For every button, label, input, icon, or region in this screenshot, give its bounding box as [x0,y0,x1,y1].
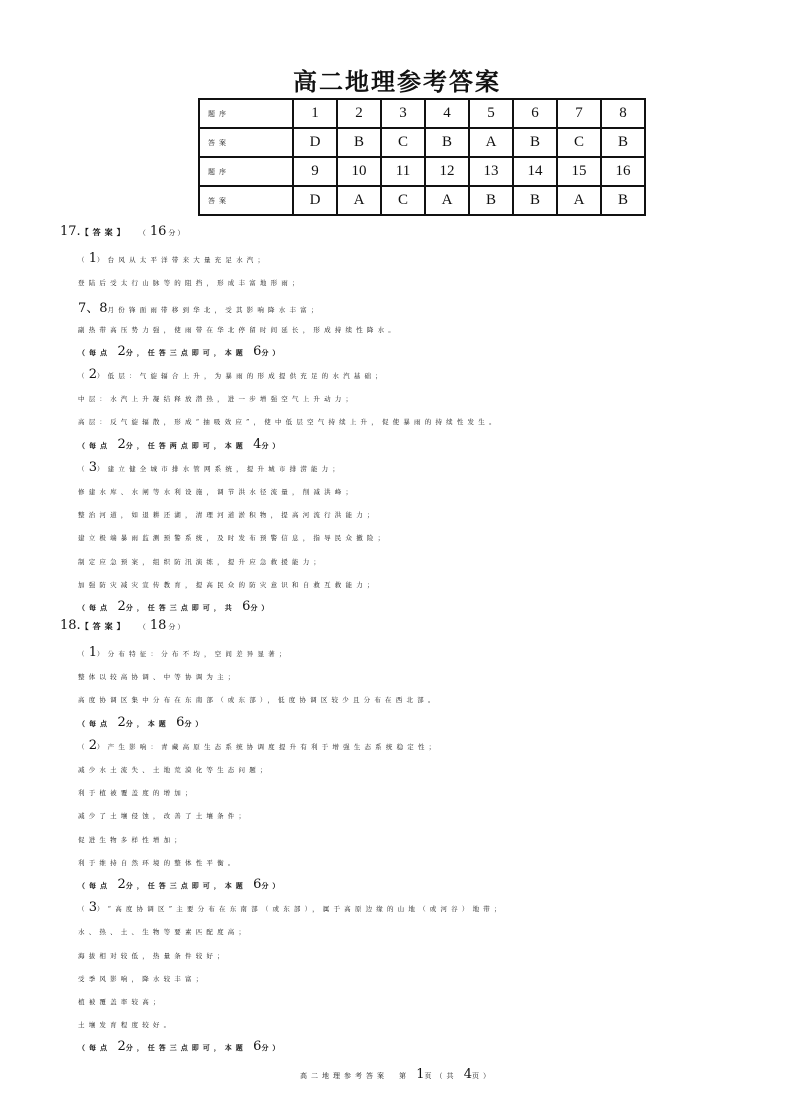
question-18-header [60,618,186,633]
table-cell: 10 [337,157,381,186]
table-cell: C [557,128,601,157]
answer-line: 高层：反气旋辐散，形成“抽吸效应”，使中低层空气持续上升，促使暴雨的持续性发生。 [78,418,500,427]
table-cell: A [425,186,469,215]
answer-line: 整体以较高协调、中等协调为主； [78,673,239,682]
answer-line: 减少水土流失、土地荒漠化等生态问题； [78,766,271,774]
answer-line: 利于维持自然环境的整体性平衡。 [78,858,239,867]
table-cell: 16 [601,157,645,186]
answer-line: 登陆后受太行山脉等的阻挡，形成丰富地形雨； [78,279,303,288]
table-cell: 15 [557,157,601,186]
row-label: 答案 [199,186,293,215]
answer-line: 受季风影响，降水较丰富； [78,974,207,983]
answer-line: 促进生物多样性增加； [78,835,185,844]
answer-line: 高度协调区集中分布在东南部（或东部），低度协调区较少且分布在西北部。 [78,696,439,705]
table-cell: B [469,186,513,215]
page-footer: 高二地理参考答案 第 1页（共 4页） [299,1067,495,1082]
answer-line: （2）低层：气旋辐合上升，为暴雨的形成提供充足的水汽基础； [78,367,386,382]
scoring-note: （每点 2分，任答两点即可，本题 4分） [78,436,284,452]
table-cell: C [381,128,425,157]
table-cell: 12 [425,157,469,186]
answer-label: 【答案】 [80,621,129,631]
answer-line: 土壤发育程度较好。 [78,1021,175,1030]
points-label: （ 18 分） [138,618,187,633]
answer-table-row [199,99,645,128]
answer-table-row [199,128,645,157]
points-label: （ 16 分） [138,224,187,239]
row-label: 题序 [199,99,293,128]
page-title: 高二地理参考答案 [293,67,501,96]
answer-line: （3）建立健全城市排水管网系统，提升城市排涝能力； [78,459,344,475]
table-cell: 14 [513,157,557,186]
table-cell: D [293,186,337,215]
answer-line: （1）分布特征：分布不均，空间差异显著； [78,645,290,660]
answer-line: 植被覆盖率较高； [78,998,164,1006]
table-cell: B [601,128,645,157]
table-cell: 4 [425,99,469,128]
answer-line: 建立极端暴雨监测预警系统，及时发布预警信息，指导民众撤险； [78,534,389,543]
table-cell: A [557,186,601,215]
answer-table-row [199,157,645,186]
row-label: 答案 [199,128,293,157]
table-cell: 6 [513,99,557,128]
table-cell: 7 [557,99,601,128]
table-cell: D [293,128,337,157]
answer-table [198,98,646,216]
answer-line: 中层：水汽上升凝结释放潜热，进一步增强空气上升动力； [78,395,357,404]
answer-line: （1）台风从太平洋带来大量充足水汽； [78,251,269,266]
answer-line: 整治河道，如退耕还湖，清理河道淤积物，提高河流行洪能力； [78,511,378,520]
answer-line: 减少了土壤侵蚀，改善了土壤条件； [78,812,250,821]
answer-line: （2）产生影响：青藏高原生态系统协调度提升有利于增强生态系统稳定性； [78,737,440,753]
answer-label: 【答案】 [80,227,129,237]
answer-line: 海拔相对较低，热量条件较好； [78,951,228,960]
table-cell: 1 [293,99,337,128]
table-cell: 5 [469,99,513,128]
answer-line: 利于植被覆盖度的增加； [78,789,196,798]
answer-line: 水、热、土、生物等要素匹配度高； [78,928,250,937]
answer-line: 加强防灾减灾宣传教育，提高民众的防灾意识和自救互救能力； [78,580,378,589]
table-cell: A [337,186,381,215]
answer-line: 副热带高压势力强，使雨带在华北停留时间延长，形成持续性降水。 [78,325,399,334]
scoring-note: （每点 2分，任答三点即可，本题 6分） [78,1039,284,1055]
scoring-note: （每点 2分，任答三点即可，共 6分） [78,599,273,614]
table-cell: 8 [601,99,645,128]
answer-table-row [199,186,645,215]
scoring-note: （每点 2分，本题 6分） [78,714,207,730]
answer-line: （3）“高度协调区”主要分布在东南部（或东部），属于高原边缘的山地（或河谷）地带； [78,900,505,916]
table-cell: 2 [337,99,381,128]
table-cell: 11 [381,157,425,186]
answer-line: 7、8月份锋面雨带移到华北，受其影响降水丰富； [78,301,322,317]
table-cell: 13 [469,157,513,186]
table-cell: B [513,128,557,157]
table-cell: B [513,186,557,215]
table-cell: 3 [381,99,425,128]
table-cell: A [469,128,513,157]
row-label: 题序 [199,157,293,186]
table-cell: B [425,128,469,157]
table-cell: B [601,186,645,215]
question-17-header [60,224,186,239]
question-number: 17. [60,224,81,239]
answer-line: 修建水库、水闸等水利设施，调节洪水径流量，削减洪峰； [78,488,357,496]
answer-line: 制定应急预案，组织防汛演练，提升应急救援能力； [78,557,325,566]
table-cell: C [381,186,425,215]
table-cell: B [337,128,381,157]
question-number: 18. [60,618,81,633]
scoring-note: （每点 2分，任答三点即可，本题 6分） [78,877,284,892]
scoring-note: （每点 2分，任答三点即可，本题 6分） [78,343,284,359]
table-cell: 9 [293,157,337,186]
